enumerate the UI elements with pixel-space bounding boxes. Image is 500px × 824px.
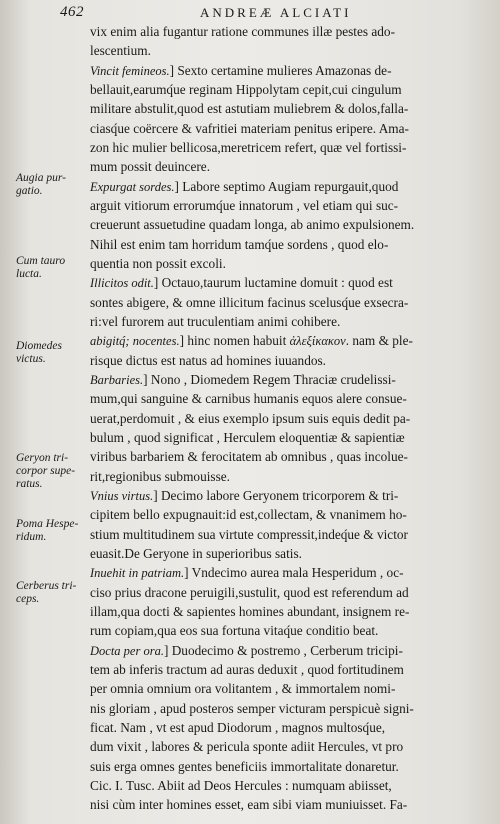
- greek-word: ἀλεξίκακον: [289, 334, 346, 348]
- line-text: ] Labore septimo Augiam repurgauit,quod: [174, 178, 399, 194]
- margin-note-line: Cum tauro: [16, 255, 66, 267]
- lemma: Illicitos odit.: [90, 276, 154, 290]
- text-line: ri:vel furorem aut truculentiam animi cohibere.: [90, 314, 341, 329]
- margin-note-line: Geryon tri-: [16, 452, 69, 464]
- text-line: uerat,perdomuit , & eius exemplo ipsum suis equis dedit pa-: [90, 410, 411, 426]
- text-line: lescentium.: [90, 43, 151, 58]
- margin-note-geryon: [16, 452, 75, 491]
- line-text: ] Vndecimo aurea mala Hesperidum , oc-: [184, 565, 404, 580]
- margin-note-augia: [16, 172, 66, 198]
- text-line: bellauit,earumq́ue reginam Hippolytam cepit,cui cingulum: [90, 82, 402, 97]
- text-line: [90, 563, 404, 582]
- line-text: ] Duodecimo & postremo , Cerberum tricipi-: [163, 642, 403, 658]
- margin-note-line: Diomedes: [16, 340, 62, 352]
- text-line: [90, 486, 398, 505]
- lemma: Vnius virtus.: [90, 489, 154, 503]
- margin-note-taurus: [16, 255, 65, 281]
- line-text: ] Nono , Diomedem Regem Thraciæ crudelissi-: [143, 372, 396, 387]
- text-line: risque dictus est natus ad homines iuuandos.: [90, 352, 326, 368]
- lemma: Docta per ora.: [90, 643, 164, 658]
- margin-note-cerberus: [16, 580, 76, 606]
- margin-note-line: gatio.: [16, 185, 43, 197]
- lemma: Vincit femineos.: [90, 63, 170, 78]
- text-line: rum copiam,qua eos sua fortuna vitaq́ue conditio beat.: [90, 623, 379, 638]
- line-text: ] Sexto certamine mulieres Amazonas de-: [169, 62, 392, 78]
- text-line: [90, 641, 403, 660]
- text-line: quentia non possit excoli.: [90, 256, 226, 271]
- text-line: euasit.De Geryone in superioribus satis.: [90, 546, 302, 561]
- line-text: ] Decimo labore Geryonem tricorporem & tri-: [153, 488, 399, 503]
- text-line: ciasq́ue coërcere & vafritiei materiam penitus eripere. Ama-: [90, 120, 409, 136]
- lemma: Inuehit in patriam.: [90, 566, 185, 580]
- text-line: dum vixit , labores & pericula sponte adiit Hercules, vt pro: [90, 739, 404, 754]
- text-line: sontes abigere, & omne illicitum facinus scelusq́ue exsecra-: [90, 294, 409, 310]
- margin-note-diomedes: [16, 340, 62, 366]
- text-line: [90, 370, 396, 389]
- text-line: viribus barbariem & ferocitatem ab omnibus , quas incolue-: [90, 449, 408, 464]
- text-line: nisi cùm inter homines esset, eam sibi viam muniuisset. Fa-: [90, 797, 408, 812]
- text-line: [90, 177, 398, 196]
- text-line: suis erga omnes gentes beneficiis immortalitate donaretur.: [90, 758, 399, 774]
- text-line: bulum , quod significat , Herculem eloquentiæ & sapientiæ: [90, 430, 405, 445]
- text-line: ciso prius dracone peruigili,sustulit, quod est referendum ad: [90, 584, 409, 600]
- text-line: [90, 273, 393, 292]
- margin-note-line: victus.: [16, 353, 46, 365]
- text-line: tem ab inferis tractum ad auras deduxit , quod fortitudinem: [90, 662, 404, 677]
- line-text: . nam & ple-: [345, 333, 413, 348]
- text-line: rit,regionibus submouisse.: [90, 468, 230, 484]
- text-line: ficat. Nam , vt est apud Diodorum , magnos multosq́ue,: [90, 720, 386, 735]
- text-line: creuerunt assuetudine quadam longa, ab animo expulsionem.: [90, 217, 415, 232]
- text-line: per omnia omnium ora volitantem , & immortalem nomi-: [90, 681, 396, 696]
- text-line: Cic. I. Tusc. Abiit ad Deos Hercules : numquam abiisset,: [90, 778, 392, 793]
- text-line: cipitem bello expugnauit:id est,collectam, & vnanimem ho-: [90, 507, 407, 522]
- text-line: stium multitudinem sua virtute compressit,indeq́ue & victor: [90, 526, 408, 542]
- text-line: zon hic mulier bellicosa,meretricem refert, quæ vel fortissi-: [90, 140, 407, 155]
- text-line: vix enim alia fugantur ratione communes illæ pestes ado-: [90, 24, 396, 39]
- line-text: ] hinc nomen habuit: [179, 333, 290, 348]
- lemma: Expurgat sordes.: [90, 179, 175, 194]
- margin-note-line: ratus.: [16, 478, 43, 490]
- margin-notes: [0, 0, 88, 824]
- text-line: [90, 61, 392, 80]
- lemma: abigitq́; nocentes.: [90, 334, 180, 348]
- line-text: ] Octauo,taurum luctamine domuit : quod est: [153, 275, 393, 290]
- text-line: nis gloriam , apud posteros semper victuram perspicuè signi-: [90, 700, 414, 716]
- margin-note-line: Augia pur-: [16, 172, 66, 184]
- text-line: militare abstulit,quod est astutiam muliebrem & dolos,falla-: [90, 101, 409, 116]
- text-line: Nihil est enim tam horridum tamq́ue sordens , quod elo-: [90, 236, 389, 252]
- text-line: mum,qui sanguine & carnibus humanis equos alere consue-: [90, 391, 407, 406]
- margin-note-line: Cerberus tri-: [16, 580, 77, 592]
- margin-note-hesperides: [16, 518, 78, 544]
- margin-note-line: lucta.: [16, 268, 42, 280]
- text-line: [90, 331, 413, 350]
- text-line: illam,qua docti & sapientes homines abundant, insignem re-: [90, 604, 410, 619]
- margin-note-line: corpor supe-: [16, 465, 76, 477]
- text-line: mum possit deuincere.: [90, 159, 211, 174]
- margin-note-line: ridum.: [16, 531, 47, 543]
- lemma: Barbaries.: [90, 373, 144, 387]
- margin-note-line: ceps.: [16, 593, 40, 605]
- page-number: 462: [60, 4, 84, 20]
- text-line: arguit vitiorum errorumq́ue innatorum , vel etiam qui suc-: [90, 198, 399, 213]
- running-head: ANDREÆ ALCIATI: [200, 5, 352, 20]
- margin-note-line: Poma Hespe-: [16, 518, 79, 530]
